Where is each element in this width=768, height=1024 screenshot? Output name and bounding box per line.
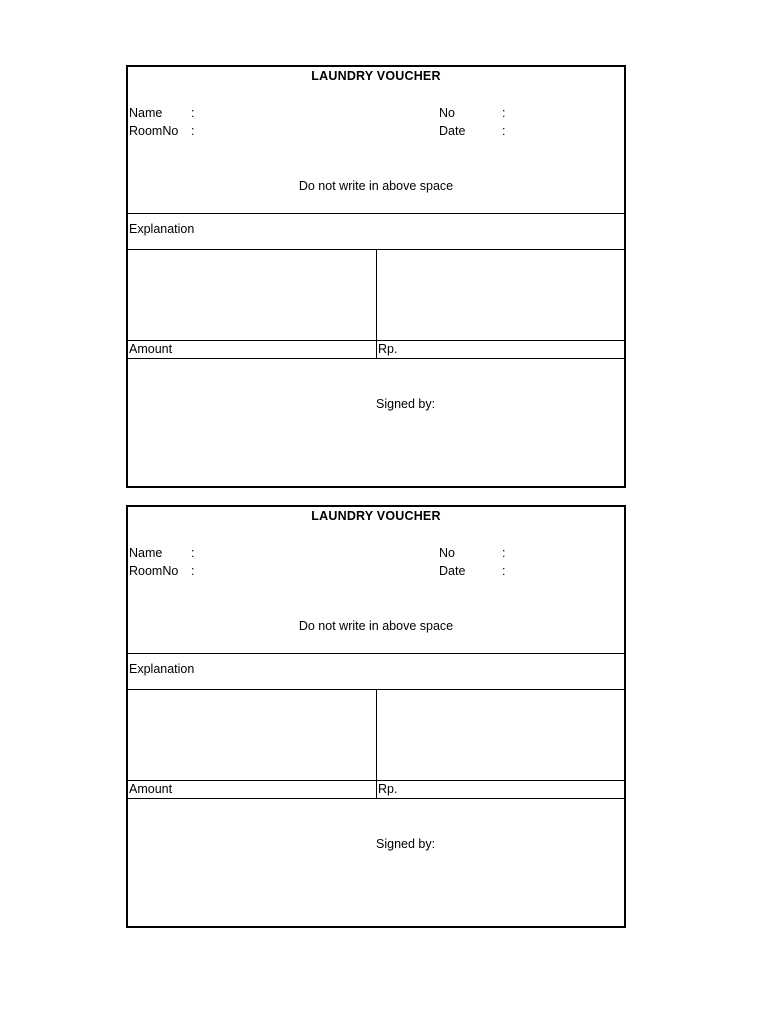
column-divider xyxy=(376,249,377,358)
column-divider xyxy=(376,689,377,798)
divider xyxy=(128,213,624,214)
explanation-label: Explanation xyxy=(129,222,195,236)
divider xyxy=(128,653,624,654)
roomno-label: RoomNo xyxy=(129,124,179,138)
no-colon: : xyxy=(502,546,506,560)
no-label: No xyxy=(439,546,455,560)
name-colon: : xyxy=(191,106,195,120)
roomno-label: RoomNo xyxy=(129,564,179,578)
name-label: Name xyxy=(129,106,163,120)
voucher-title: LAUNDRY VOUCHER xyxy=(311,69,441,83)
do-not-write-notice: Do not write in above space xyxy=(298,619,454,633)
divider xyxy=(128,340,624,341)
roomno-colon: : xyxy=(191,564,195,578)
signed-by-label: Signed by: xyxy=(376,837,436,851)
name-colon: : xyxy=(191,546,195,560)
date-label: Date xyxy=(439,564,466,578)
signed-by-label: Signed by: xyxy=(376,397,436,411)
roomno-colon: : xyxy=(191,124,195,138)
laundry-voucher-2 xyxy=(126,505,626,928)
name-label: Name xyxy=(129,546,163,560)
date-label: Date xyxy=(439,124,466,138)
divider xyxy=(128,798,624,799)
date-colon: : xyxy=(502,124,506,138)
date-colon: : xyxy=(502,564,506,578)
divider xyxy=(128,780,624,781)
voucher-title: LAUNDRY VOUCHER xyxy=(311,509,441,523)
divider xyxy=(128,358,624,359)
rp-label: Rp. xyxy=(378,782,398,796)
explanation-label: Explanation xyxy=(129,662,195,676)
no-label: No xyxy=(439,106,455,120)
do-not-write-notice: Do not write in above space xyxy=(298,179,454,193)
rp-label: Rp. xyxy=(378,342,398,356)
amount-label: Amount xyxy=(129,342,173,356)
no-colon: : xyxy=(502,106,506,120)
amount-label: Amount xyxy=(129,782,173,796)
laundry-voucher-1 xyxy=(126,65,626,488)
